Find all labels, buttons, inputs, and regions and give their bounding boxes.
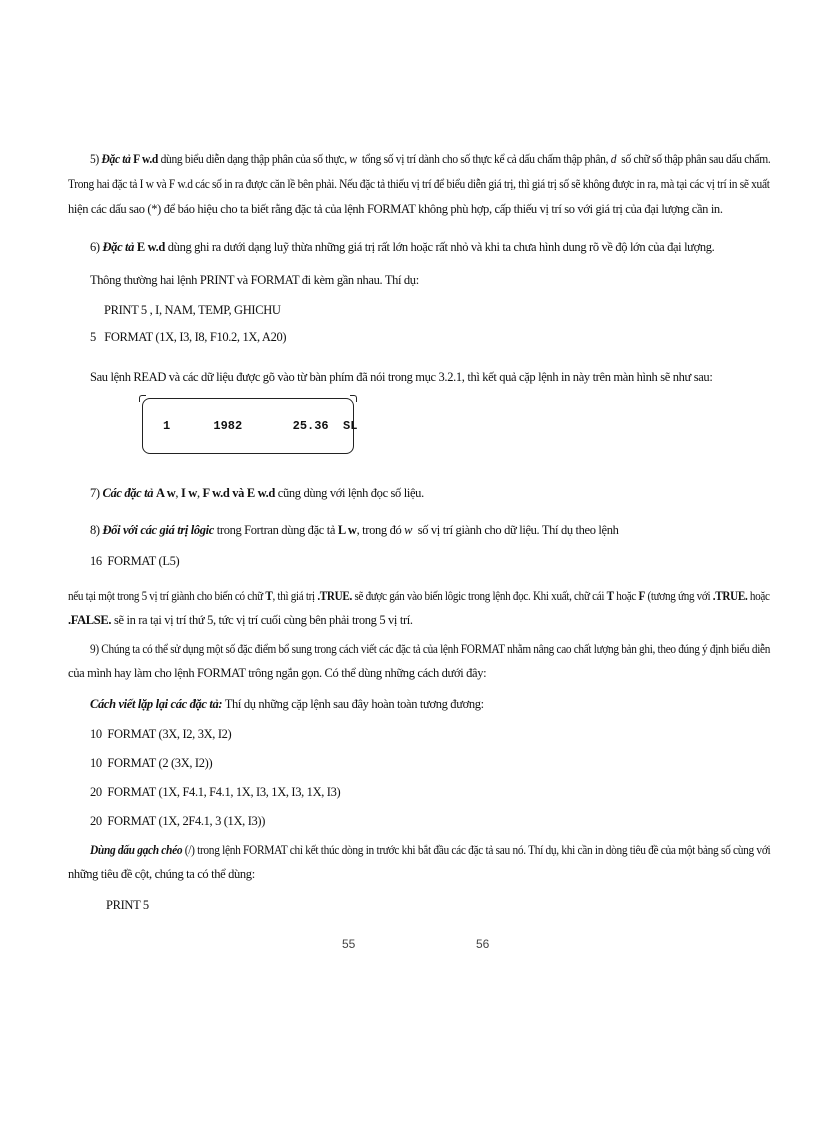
code-format-10b: 10 FORMAT (2 (3X, I2)) bbox=[90, 756, 213, 770]
para-5-line-1: 5) Đặc tả F w.d dùng biểu diễn dạng thập phân của số thực, w tổng số vị trí dành cho số thực kể cả dấu chấm thập phân, d số chữ số thập phân sau dấu chấm. bbox=[90, 152, 771, 166]
page-number-left: 55 bbox=[342, 937, 356, 951]
code-format-line: 5 FORMAT (1X, I3, I8, F10.2, 1X, A20) bbox=[90, 330, 287, 344]
repeat-heading: Cách viết lặp lại các đặc tả: Thí dụ những cặp lệnh sau đây hoàn toàn tương đương: bbox=[90, 697, 484, 711]
logic-line-1: nếu tại một trong 5 vị trí giành cho biến có chữ T, thì giá trị .TRUE. sẽ được gán vào biến lôgic trong lệnh đọc. Khi xuất, chữ cái T hoặc F (tương ứng với .TRUE. hoặc bbox=[68, 589, 770, 603]
para-5-line-2: Trong hai đặc tả I w và F w.d các số in ra được căn lề bên phải. Nếu đặc tả thiếu vị trí để biểu diễn giá trị, thì giá trị số sẽ không được in ra, mà tại các vị trí in sẽ xuất bbox=[68, 177, 770, 191]
para-6: 6) Đặc tả E w.d dùng ghi ra dưới dạng luỹ thừa những giá trị rất lớn hoặc rất nhỏ và khi ta chưa hình dung rõ về độ lớn của đại lượng. bbox=[90, 240, 715, 254]
code-format-10a: 10 FORMAT (3X, I2, 3X, I2) bbox=[90, 727, 232, 741]
intro-print-format: Thông thường hai lệnh PRINT và FORMAT đi kèm gần nhau. Thí dụ: bbox=[90, 273, 419, 287]
para-7: 7) Các đặc tả A w, I w, F w.d và E w.d cũng dùng với lệnh đọc số liệu. bbox=[90, 486, 424, 500]
para-9-line-1: 9) Chúng ta có thể sử dụng một số đặc điểm bổ sung trong cách viết các đặc tả của lệnh FORMAT nhằm nâng cao chất lượng bản ghi, theo đúng ý định biểu diễn bbox=[90, 642, 771, 656]
screen-output-text: 1 1982 25.36 SL bbox=[163, 419, 358, 433]
code-format-20b: 20 FORMAT (1X, 2F4.1, 3 (1X, I3)) bbox=[90, 814, 266, 828]
code-format-20a: 20 FORMAT (1X, F4.1, F4.1, 1X, I3, 1X, I3, 1X, I3) bbox=[90, 785, 341, 799]
code-print-line: PRINT 5 , I, NAM, TEMP, GHICHU bbox=[104, 303, 281, 317]
page-number-right: 56 bbox=[476, 937, 490, 951]
after-read-text: Sau lệnh READ và các dữ liệu được gõ vào từ bàn phím đã nói trong mục 3.2.1, thì kết quả cặp lệnh in này trên màn hình sẽ như sau: bbox=[90, 370, 713, 384]
logic-line-2: .FALSE. sẽ in ra tại vị trí thứ 5, tức vị trí cuối cùng bên phải trong 5 vị trí. bbox=[68, 613, 413, 627]
para-8: 8) Đối với các giá trị lôgic trong Fortran dùng đặc tả L w, trong đó w số vị trí giành cho dữ liệu. Thí dụ theo lệnh bbox=[90, 523, 619, 537]
slash-line-1: Dùng dấu gạch chéo (/) trong lệnh FORMAT chỉ kết thúc dòng in trước khi bắt đầu các đặc tả sau nó. Thí dụ, khi cần in dòng tiêu đề của một bảng số cùng với bbox=[90, 843, 771, 857]
code-print-5: PRINT 5 bbox=[106, 898, 149, 912]
para-5-line-3: hiện các dấu sao (*) để báo hiệu cho ta biết rằng đặc tả của lệnh FORMAT không phù hợp, cấp thiếu vị trí so với giá trị của đại lượng cần in. bbox=[68, 202, 723, 216]
code-format-l5: 16 FORMAT (L5) bbox=[90, 554, 180, 568]
slash-line-2: những tiêu đề cột, chúng ta có thể dùng: bbox=[68, 867, 255, 881]
para-9-line-2: của mình hay làm cho lệnh FORMAT trông ngắn gọn. Có thể dùng những cách dưới đây: bbox=[68, 666, 487, 680]
screen-output-box bbox=[142, 398, 358, 454]
